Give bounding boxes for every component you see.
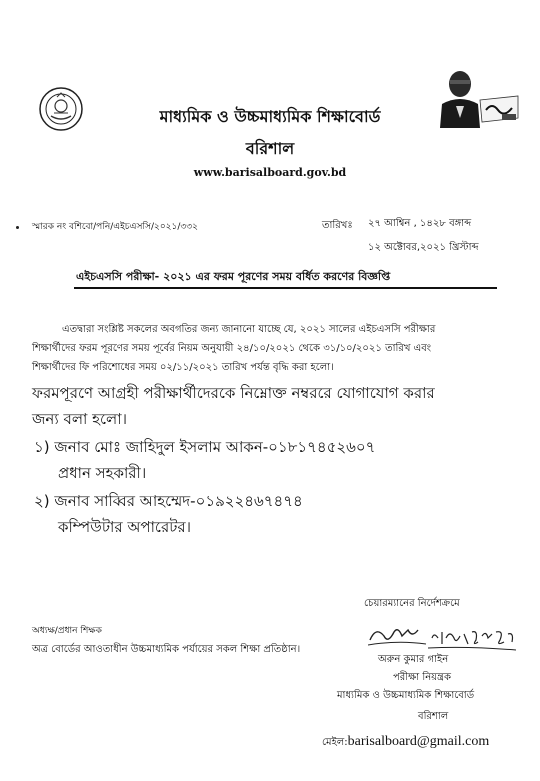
signatory-name: অরুন কুমার গাইন — [378, 654, 449, 665]
email-address[interactable]: barisalboard@gmail.com — [347, 734, 490, 749]
recipient-scope: অত্র বোর্ডের আওতাধীন উচ্চমাধ্যমিক পর্যায়ের সকল শিক্ষা প্রতিষ্ঠান। — [32, 644, 301, 655]
subject-underline — [74, 287, 497, 289]
contact-2-role: কম্পিউটার অপারেটর। — [58, 518, 191, 536]
board-name-heading: মাধ্যমিক ও উচ্চমাধ্যমিক শিক্ষাবোর্ড — [159, 107, 381, 126]
handwritten-signature — [368, 618, 518, 654]
date-english: ১২ অক্টোবর,২০২১ খ্রিস্টাব্দ — [368, 242, 479, 253]
notice-subject: এইচএসসি পরীক্ষা- ২০২১ এর ফরম পূরণের সময় বর্ধিত করণের বিজ্ঞপ্তি — [76, 270, 391, 283]
contact-2: ২) জনাব সাব্বির আহম্মেদ-০১৯২২৪৬৭৪৭৪ — [34, 492, 303, 510]
date-label: তারিখঃ — [322, 220, 353, 231]
contact-intro: ফরমপূরণে আগ্রহী পরীক্ষার্থীদেরকে নিম্নোক্ত নম্বররে যোগাযোগ করার — [32, 384, 435, 402]
board-website: www.barisalboard.gov.bd — [193, 166, 347, 179]
contact-email — [322, 734, 489, 752]
recipient-to: অধ্যক্ষ/প্রধান শিক্ষক — [32, 626, 102, 636]
signatory-board: মাধ্যমিক ও উচ্চমাধ্যমিক শিক্ষাবোর্ড — [337, 690, 475, 701]
body-line: শিক্ষার্থীদের ফরম পূরণের সময় পূর্বের নিয়ম অনুযায়ী ২৪/১০/২০২১ থেকে ৩১/১০/২০২১ তারিখ এবং — [32, 343, 432, 354]
memo-number: স্মারক নং বশিবো/পনি/এইচএসসি/২০২১/৩৩২ — [32, 222, 198, 232]
contact-1-role: প্রধান সহকারী। — [58, 464, 147, 482]
signatory-title: পরীক্ষা নিয়ন্ত্রক — [393, 672, 451, 683]
contact-intro-continued: জন্য বলা হলো। — [32, 410, 127, 428]
signatory-city: বরিশাল — [418, 711, 449, 722]
body-line: এতদ্বারা সংশ্লিষ্ট সকলের অবগতির জন্য জানানো যাচ্ছে যে, ২০২১ সালের এইচএসসি পরীক্ষার — [62, 324, 436, 335]
board-city-heading: বরিশাল — [245, 139, 295, 158]
margin-dot — [16, 226, 19, 229]
notice-body — [32, 320, 514, 377]
order-line: চেয়ারম্যানের নির্দেশক্রমে — [364, 598, 460, 609]
contact-1: ১) জনাব মোঃ জাহিদুল ইসলাম আকন-০১৮১৭৪৫২৬০৭ — [34, 438, 376, 456]
body-line: শিক্ষার্থীদের ফি পরিশোধের সময় ০২/১১/২০২১ তারিখ পর্যন্ত বৃদ্ধি করা হলো। — [32, 362, 334, 373]
date-bangla: ২৭ আশ্বিন , ১৪২৮ বঙ্গাব্দ — [368, 218, 472, 229]
email-label: মেইল: — [322, 737, 348, 748]
